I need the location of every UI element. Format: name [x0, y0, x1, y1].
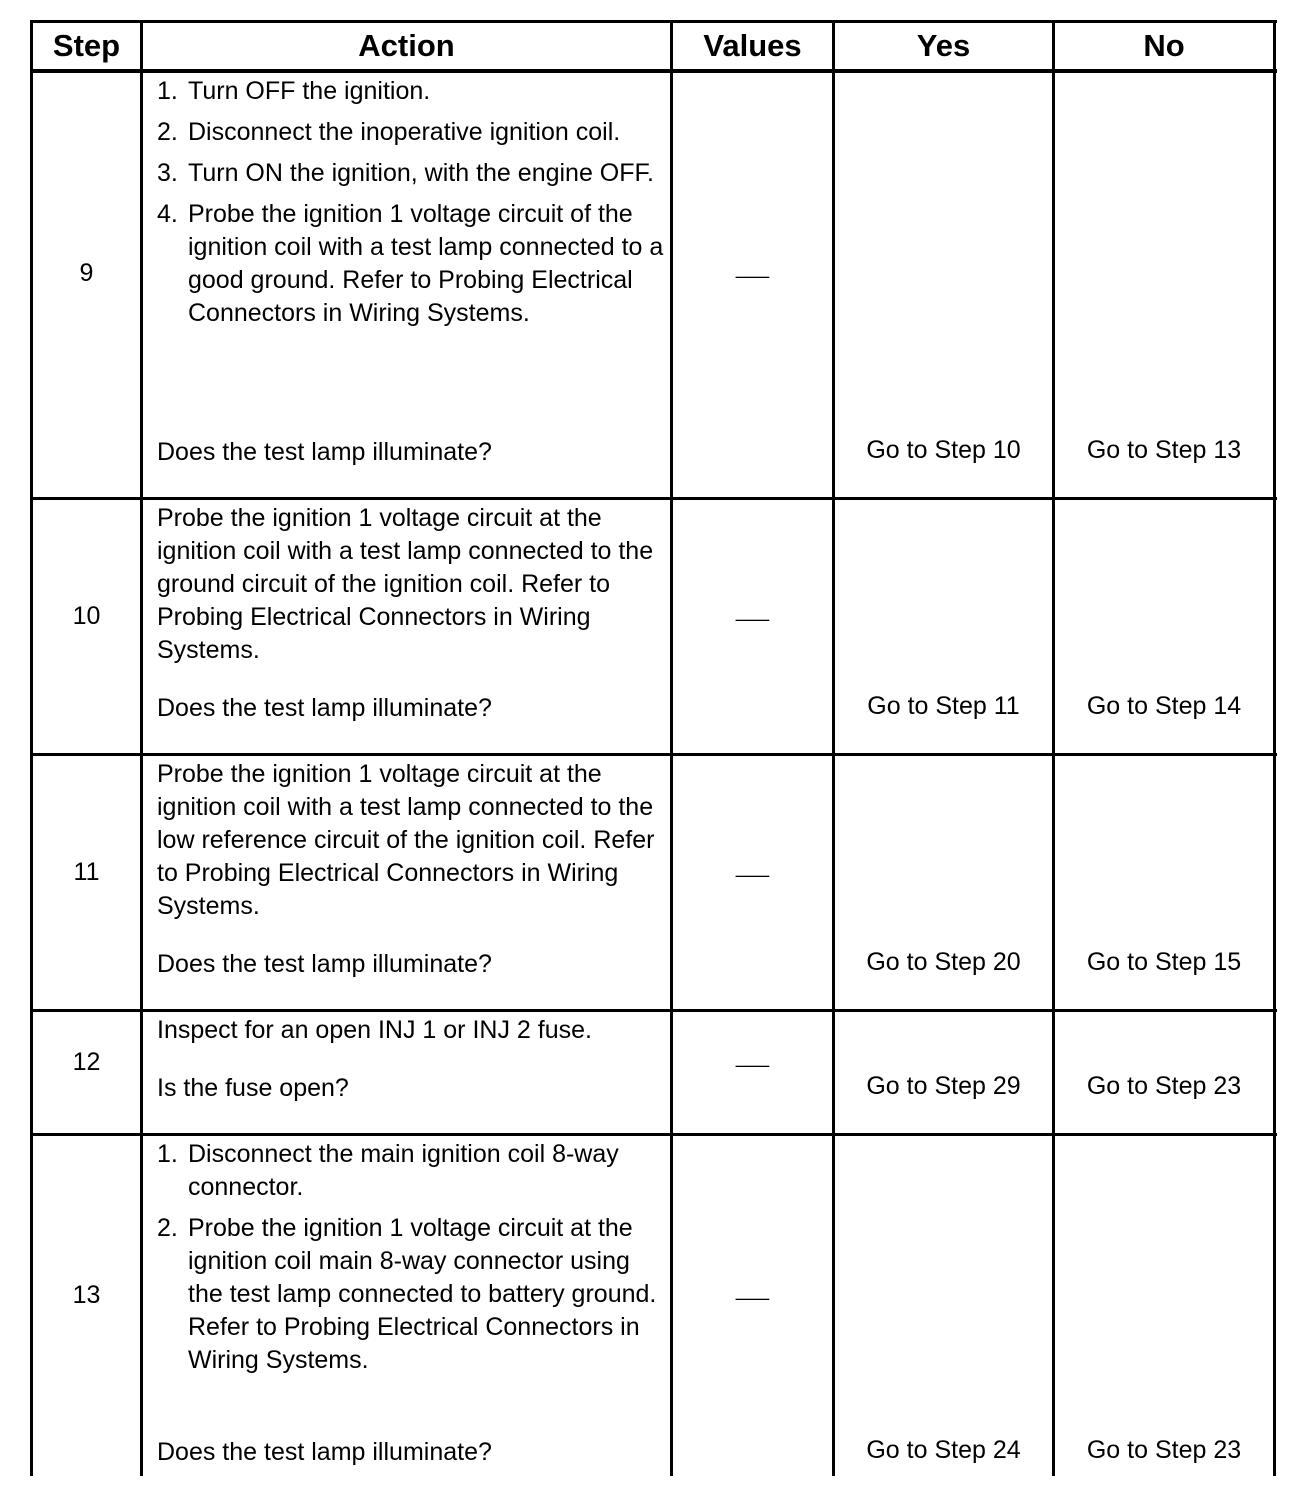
- action-text: Probe the ignition 1 voltage circuit at the ignition coil with a test lamp connected to the low reference circuit of the ignition coil. Refer to Probing Electrical Connectors in Wiring Systems.: [157, 760, 655, 920]
- values-cell: ___: [735, 600, 770, 622]
- list-item: 2. Probe the ignition 1 voltage circuit at the ignition coil main 8-way connector using the test lamp connected to battery ground. Refer to Probing Electrical Connectors in Wiring Systems.: [157, 1214, 657, 1374]
- action-cell: [143, 756, 670, 1009]
- values-cell: ___: [735, 1046, 770, 1068]
- yes-goto: Go to Step 24: [866, 1436, 1021, 1464]
- action-question: Does the test lamp illuminate?: [157, 1438, 492, 1466]
- step-number: 11: [73, 858, 100, 886]
- yes-cell: [835, 1012, 1052, 1133]
- header-step: Step: [52, 28, 121, 63]
- action-cell: [143, 500, 670, 753]
- list-item: 1. Disconnect the main ignition coil 8-way connector.: [157, 1140, 619, 1201]
- no-cell: [1055, 73, 1273, 497]
- yes-cell: [835, 500, 1052, 753]
- action-cell: [143, 1012, 670, 1133]
- no-goto: Go to Step 13: [1086, 436, 1242, 464]
- header-values: Values: [703, 28, 802, 63]
- table-row: [30, 1136, 1277, 1476]
- step-number: 12: [72, 1048, 101, 1076]
- action-text: Inspect for an open INJ 1 or INJ 2 fuse.: [157, 1016, 592, 1044]
- action-question: Is the fuse open?: [157, 1074, 349, 1102]
- table-row: [30, 500, 1277, 753]
- action-question: Does the test lamp illuminate?: [157, 694, 492, 722]
- no-goto: Go to Step 23: [1086, 1436, 1242, 1464]
- action-cell: [143, 73, 670, 497]
- list-item: 2. Disconnect the inoperative ignition coil.: [157, 118, 621, 146]
- action-text: Probe the ignition 1 voltage circuit at the ignition coil with a test lamp connected to the ground circuit of the ignition coil. Refer to Probing Electrical Connectors in Wiring Systems.: [157, 504, 654, 664]
- action-cell: [143, 1136, 670, 1476]
- yes-goto: Go to Step 10: [866, 436, 1021, 464]
- header-yes: Yes: [916, 28, 971, 63]
- no-cell: [1055, 500, 1273, 753]
- values-cell: ___: [735, 1279, 770, 1301]
- yes-goto: Go to Step 29: [866, 1072, 1021, 1100]
- action-question: Does the test lamp illuminate?: [157, 438, 492, 466]
- yes-cell: [835, 756, 1052, 1009]
- action-question: Does the test lamp illuminate?: [157, 950, 492, 978]
- values-cell: ___: [735, 257, 770, 279]
- table-row: [30, 1012, 1277, 1133]
- no-goto: Go to Step 23: [1086, 1072, 1242, 1100]
- step-number: 10: [72, 602, 101, 630]
- step-number: 13: [72, 1281, 101, 1309]
- header-action: Action: [358, 28, 455, 63]
- list-item: 3. Turn ON the ignition, with the engine OFF.: [157, 159, 654, 187]
- step-number: 9: [79, 259, 94, 287]
- values-cell: ___: [735, 856, 770, 878]
- no-goto: Go to Step 15: [1086, 948, 1242, 976]
- list-item: 1. Turn OFF the ignition.: [157, 77, 431, 105]
- yes-cell: [835, 73, 1052, 497]
- table-row: [30, 73, 1277, 497]
- no-cell: [1055, 1012, 1273, 1133]
- table-header: [30, 23, 1277, 69]
- no-cell: [1055, 1136, 1273, 1476]
- yes-goto: Go to Step 20: [866, 948, 1021, 976]
- no-goto: Go to Step 14: [1086, 692, 1242, 720]
- no-cell: [1055, 756, 1273, 1009]
- yes-cell: [835, 1136, 1052, 1476]
- list-item: 4. Probe the ignition 1 voltage circuit of the ignition coil with a test lamp connected to a good ground. Refer to Probing Electrical Connectors in Wiring Systems.: [157, 200, 664, 327]
- header-no: No: [1143, 28, 1185, 63]
- table-row: [30, 756, 1277, 1009]
- yes-goto: Go to Step 11: [867, 692, 1020, 720]
